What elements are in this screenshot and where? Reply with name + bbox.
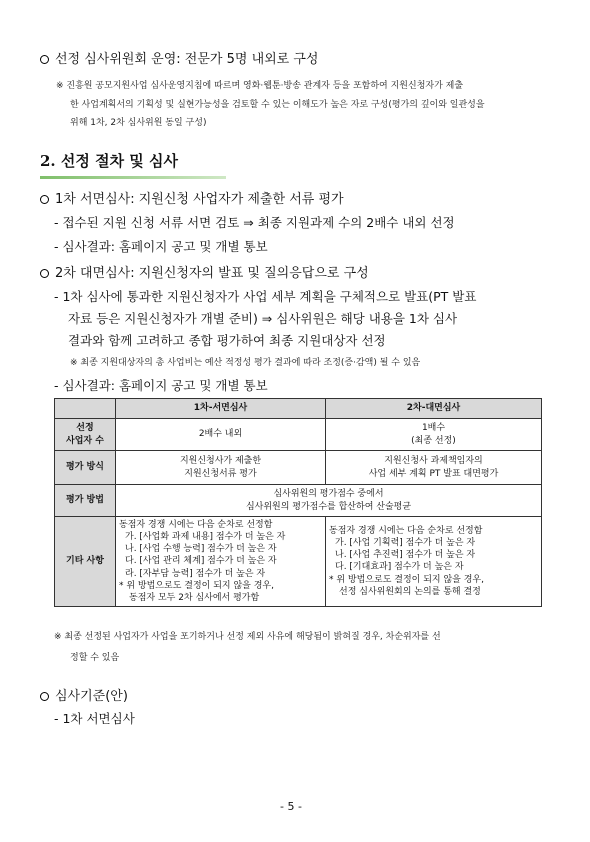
cell-method-stage1: 지원신청사가 제출한 지원신청서류 평가 xyxy=(116,451,326,485)
circle-bullet-icon xyxy=(40,195,49,204)
section-heading: 2. 선정 절차 및 심사 xyxy=(40,152,178,170)
committee-bullet: 선정 심사위원회 운영: 전문가 5명 내외로 구성 xyxy=(40,48,319,67)
table-corner xyxy=(55,399,116,419)
heading-underline xyxy=(40,176,226,179)
stage1-item: - 접수된 지원 신청 서류 서면 검토 ⇒ 최종 지원과제 수의 2배수 내외 선정 xyxy=(54,215,455,230)
criteria-bullet: 심사기준(안) xyxy=(40,685,128,704)
stage2-bullet: 2차 대면심사: 지원신청자의 발표 및 질의응답으로 구성 xyxy=(40,262,369,281)
stage2-note: ※ 최종 지원대상자의 총 사업비는 예산 적정성 평가 결과에 따라 조정(증·감액) 될 수 있음 xyxy=(70,358,421,368)
stage1-bullet: 1차 서면심사: 지원신청 사업자가 제출한 서류 평가 xyxy=(40,188,344,207)
stage1-item: - 심사결과: 홈페이지 공고 및 개별 통보 xyxy=(54,239,268,254)
criteria-item: - 1차 서면심사 xyxy=(54,711,135,726)
col-header-stage1: 1차-서면심사 xyxy=(116,399,326,419)
row-label-etc: 기타 사항 xyxy=(55,517,116,607)
stage2-line: - 1차 심사에 통과한 지원신청자가 사업 세부 계획을 구체적으로 발표(PT 발표 xyxy=(54,289,477,304)
circle-bullet-icon xyxy=(40,269,49,278)
row-label-count: 선정 사업자 수 xyxy=(55,419,116,451)
cell-etc-stage1: 동점자 경쟁 시에는 다음 순차로 선정함 가. [사업화 과제 내용] 점수가 더 높은 자 나. [사업 수행 능력] 점수가 더 높은 자 다. [사업 관리 체계] 점수가 더 높은 자 라. [자부담 능력] 점수가 더 높은 자 * 위 방법으로도 결정이 되지 않을 경우, 동점자 모두 2차 심사에서 평가함 xyxy=(116,517,326,607)
final-note-line: 정할 수 있음 xyxy=(70,653,120,663)
cell-count-stage1: 2배수 내외 xyxy=(116,419,326,451)
review-table xyxy=(54,398,542,607)
stage2-line: 결과와 함께 고려하고 종합 평가하여 최종 지원대상자 선정 xyxy=(68,333,386,348)
circle-bullet-icon xyxy=(40,55,49,64)
cell-scoring: 심사위원의 평가점수 중에서 심사위원의 평가점수를 합산하여 산술평균 xyxy=(116,485,542,517)
committee-note-line: 한 사업계획서의 기획성 및 실현가능성을 검토할 수 있는 이해도가 높은 자로 구성(평가의 깊이와 일관성을 xyxy=(70,100,485,110)
cell-method-stage2: 지원신청사 과제책임자의 사업 세부 계획 PT 발표 대면평가 xyxy=(326,451,542,485)
committee-note-line: 위해 1차, 2차 심사위원 동일 구성) xyxy=(70,118,207,128)
cell-count-stage2: 1배수 (최종 선정) xyxy=(326,419,542,451)
committee-note-line: ※ 진흥원 공모지원사업 심사운영지침에 따르며 영화·웹툰·방송 관계자 등을 포함하여 지원신청자가 제출 xyxy=(56,81,464,91)
final-note-line: ※ 최종 선정된 사업자가 사업을 포기하거나 선정 제외 사유에 해당됨이 밝혀질 경우, 차순위자를 선 xyxy=(54,632,441,642)
cell-etc-stage2: 동점자 경쟁 시에는 다음 순차로 선정함 가. [사업 기획력] 점수가 더 높은 자 나. [사업 추진력] 점수가 더 높은 자 다. [기대효과] 점수가 더 높은 자 * 위 방법으로도 결정이 되지 않을 경우, 선정 심사위원회의 논의를 통해 결정 xyxy=(326,517,542,607)
row-label-scoring: 평가 방법 xyxy=(55,485,116,517)
stage2-line: 자료 등은 지원신청자가 개별 준비) ⇒ 심사위원은 해당 내용을 1차 심사 xyxy=(68,311,458,326)
page-number: - 5 - xyxy=(280,800,302,813)
stage2-result: - 심사결과: 홈페이지 공고 및 개별 통보 xyxy=(54,378,268,393)
circle-bullet-icon xyxy=(40,692,49,701)
row-label-method: 평가 방식 xyxy=(55,451,116,485)
col-header-stage2: 2차-대면심사 xyxy=(326,399,542,419)
